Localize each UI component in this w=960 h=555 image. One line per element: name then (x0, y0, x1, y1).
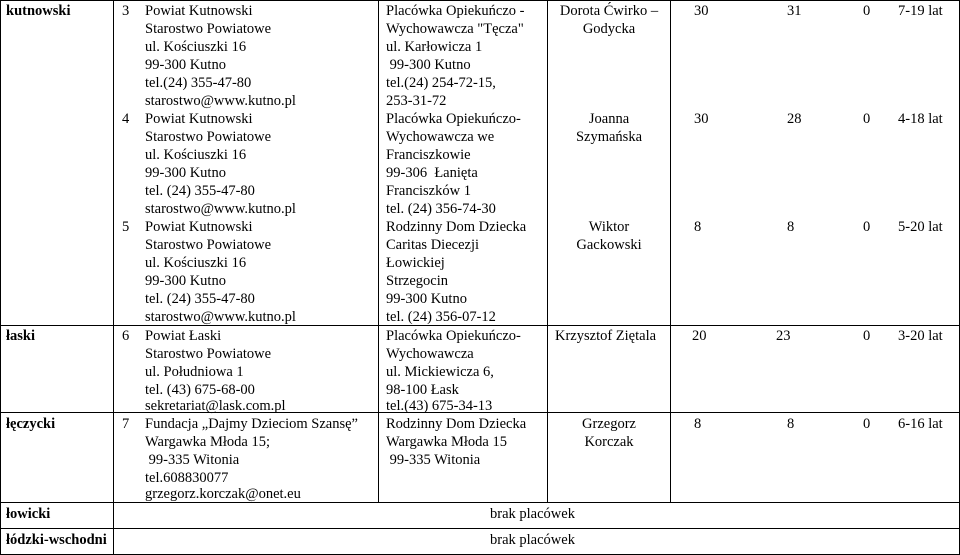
age-range: 7-19 lat (898, 3, 943, 19)
operator-line: Starostwo Powiatowe (145, 129, 272, 145)
operator-line: Starostwo Powiatowe (145, 237, 272, 253)
places-count: 30 (694, 111, 709, 127)
operator-email: starostwo@www.kutno.pl (145, 309, 296, 325)
age-range: 3-20 lat (898, 328, 943, 344)
children-count: 23 (776, 328, 791, 344)
director-name: Szymańska (575, 129, 643, 145)
operator-line: tel.(24) 355-47-80 (145, 75, 252, 91)
district-name: łęczycki (6, 416, 56, 432)
director-name: Dorota Ćwirko – (559, 3, 659, 19)
facility-line: tel.(24) 254-72-15, (386, 75, 496, 91)
row-number: 4 (122, 111, 130, 127)
director-name: Korczak (584, 434, 634, 450)
operator-line: tel. (24) 355-47-80 (145, 183, 255, 199)
facility-line: Franciszkowie (386, 147, 471, 163)
operator-line: Powiat Kutnowski (145, 111, 253, 127)
vacancies-count: 0 (863, 328, 871, 344)
operator-line: Starostwo Powiatowe (145, 21, 272, 37)
facility-line: 253-31-72 (386, 93, 447, 109)
column-divider (113, 0, 114, 555)
column-divider (670, 0, 671, 502)
operator-line: Starostwo Powiatowe (145, 346, 272, 362)
row-number: 3 (122, 3, 130, 19)
facility-line: Placówka Opiekuńczo- (386, 328, 521, 344)
operator-line: 99-300 Kutno (145, 57, 226, 73)
places-count: 8 (694, 219, 702, 235)
vacancies-count: 0 (863, 219, 871, 235)
director-name: Gackowski (576, 237, 642, 253)
vacancies-count: 0 (863, 111, 871, 127)
facility-line: ul. Mickiewicza 6, (386, 364, 494, 380)
vacancies-count: 0 (863, 3, 871, 19)
facility-line: 99-300 Kutno (386, 291, 467, 307)
row-number: 6 (122, 328, 130, 344)
children-count: 31 (787, 3, 802, 19)
age-range: 5-20 lat (898, 219, 943, 235)
district-name: łaski (6, 328, 36, 344)
director-name: Godycka (582, 21, 636, 37)
no-facilities-note: brak placówek (490, 506, 575, 522)
director-name: Krzysztof Ziętala (555, 328, 657, 344)
facility-line: tel. (24) 356-07-12 (386, 309, 496, 325)
age-range: 6-16 lat (898, 416, 943, 432)
facility-line: Rodzinny Dom Dziecka (386, 219, 527, 235)
facility-line: Placówka Opiekuńczo- (386, 111, 521, 127)
facility-line: Wychowawcza (386, 346, 474, 362)
operator-line: tel. (43) 675-68-00 (145, 382, 255, 398)
operator-line: Wargawka Młoda 15; (145, 434, 271, 450)
facility-line: Wychowawcza "Tęcza" (386, 21, 524, 37)
facility-line: Strzegocin (386, 273, 449, 289)
children-count: 8 (787, 416, 795, 432)
facility-line: tel. (24) 356-74-30 (386, 201, 496, 217)
operator-email: sekretariat@lask.com.pl (145, 398, 286, 414)
age-range: 4-18 lat (898, 111, 943, 127)
facility-line: 98-100 Łask (386, 382, 459, 398)
operator-email: starostwo@www.kutno.pl (145, 201, 296, 217)
table-border-top (0, 0, 960, 1)
operator-line: Powiat Łaski (145, 328, 222, 344)
row-divider (0, 502, 960, 503)
facility-line: Rodzinny Dom Dziecka (386, 416, 527, 432)
facility-line: 99-306 Łanięta (386, 165, 478, 181)
vacancies-count: 0 (863, 416, 871, 432)
operator-line: Fundacja „Dajmy Dzieciom Szansę” (145, 416, 358, 432)
places-count: 30 (694, 3, 709, 19)
facility-line: Wargawka Młoda 15 (386, 434, 507, 450)
row-divider (0, 528, 960, 529)
operator-line: tel. (24) 355-47-80 (145, 291, 255, 307)
facility-line: Franciszków 1 (386, 183, 471, 199)
children-count: 8 (787, 219, 795, 235)
places-count: 20 (692, 328, 707, 344)
operator-email: grzegorz.korczak@onet.eu (145, 486, 301, 502)
children-count: 28 (787, 111, 802, 127)
district-name: łowicki (6, 506, 51, 522)
district-name: łódzki-wschodni (6, 532, 107, 548)
facility-line: Wychowawcza we (386, 129, 495, 145)
operator-line: ul. Kościuszki 16 (145, 147, 247, 163)
facility-line: ul. Karłowicza 1 (386, 39, 483, 55)
operator-email: starostwo@www.kutno.pl (145, 93, 296, 109)
table-border-left (0, 0, 1, 555)
operator-line: Powiat Kutnowski (145, 219, 253, 235)
operator-line: Powiat Kutnowski (145, 3, 253, 19)
operator-line: ul. Kościuszki 16 (145, 255, 247, 271)
row-number: 7 (122, 416, 130, 432)
row-number: 5 (122, 219, 130, 235)
district-name: kutnowski (6, 3, 71, 19)
director-name: Joanna (588, 111, 630, 127)
operator-line: ul. Południowa 1 (145, 364, 244, 380)
operator-line: ul. Kościuszki 16 (145, 39, 247, 55)
no-facilities-note: brak placówek (490, 532, 575, 548)
operator-line: 99-335 Witonia (145, 452, 240, 468)
column-divider (378, 0, 379, 502)
director-name: Grzegorz (582, 416, 636, 432)
director-name: Wiktor (588, 219, 630, 235)
operator-line: 99-300 Kutno (145, 165, 226, 181)
facility-line: tel.(43) 675-34-13 (386, 398, 493, 414)
places-count: 8 (694, 416, 702, 432)
operator-line: 99-300 Kutno (145, 273, 226, 289)
operator-line: tel.608830077 (145, 470, 229, 486)
facility-line: Caritas Diecezji (386, 237, 479, 253)
facility-line: Placówka Opiekuńczo - (386, 3, 525, 19)
facility-line: 99-300 Kutno (386, 57, 471, 73)
facility-line: 99-335 Witonia (386, 452, 481, 468)
facility-line: Łowickiej (386, 255, 445, 271)
